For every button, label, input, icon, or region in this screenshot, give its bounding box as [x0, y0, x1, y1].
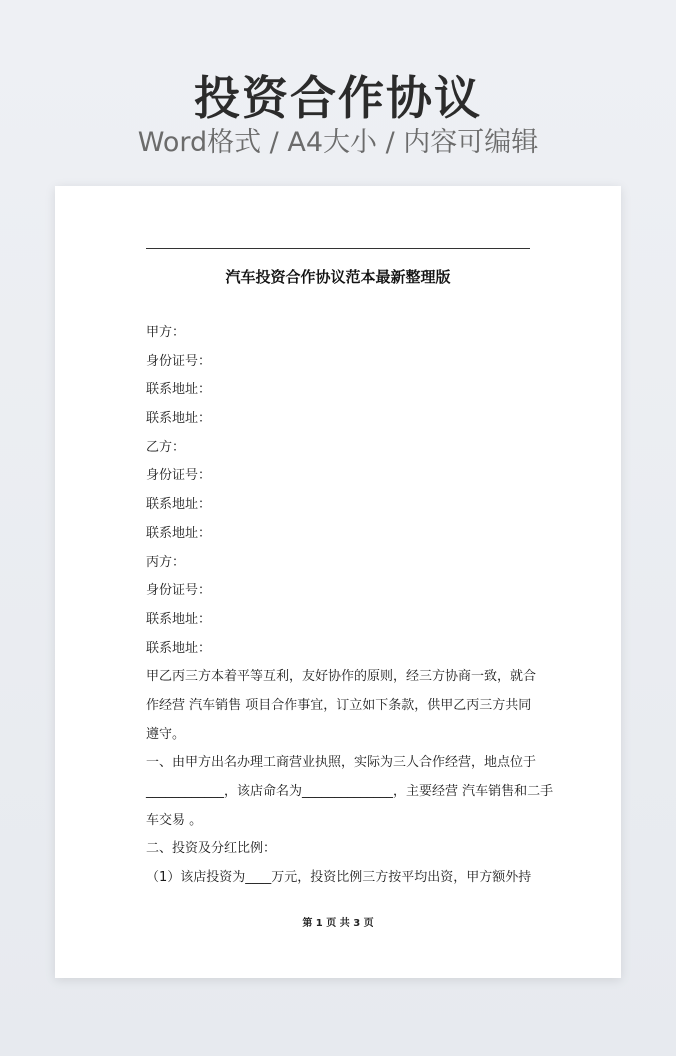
body-line: 遵守。	[146, 726, 186, 742]
body-line: 二、投资及分红比例：	[146, 841, 277, 857]
header-rule	[146, 248, 530, 249]
document-title: 汽车投资合作协议范本最新整理版	[225, 268, 451, 286]
body-line: 作经营 汽车销售 项目合作事宜，订立如下条款，供甲乙丙三方共同	[146, 697, 532, 713]
field-address: 联系地址：	[146, 640, 212, 656]
hero-title: 投资合作协议	[194, 71, 482, 125]
field-address: 联系地址：	[146, 611, 212, 627]
body-line: 甲乙丙三方本着平等互利，友好协作的原则，经三方协商一致，就合	[146, 669, 537, 685]
field-address: 联系地址：	[146, 525, 212, 541]
field-party-c: 丙方：	[146, 554, 186, 570]
body-line: ____________，该店命名为______________，主要经营 汽车销售和二手	[146, 784, 554, 799]
field-id-number: 身份证号：	[146, 583, 212, 599]
field-id-number: 身份证号：	[146, 468, 212, 484]
field-address: 联系地址：	[146, 382, 212, 398]
field-address: 联系地址：	[146, 497, 212, 513]
field-address: 联系地址：	[146, 411, 212, 427]
hero-subtitle: Word格式 / A4大小 / 内容可编辑	[137, 127, 539, 158]
document-page	[55, 186, 621, 978]
field-id-number: 身份证号：	[146, 353, 212, 369]
body-line: 车交易 。	[146, 812, 203, 828]
field-party-a: 甲方：	[146, 325, 186, 340]
page-footer: 第 1 页 共 3 页	[302, 918, 374, 929]
field-party-b: 乙方：	[146, 439, 186, 455]
body-line: （1）该店投资为____万元，投资比例三方按平均出资，甲方额外持	[146, 870, 532, 886]
document-body	[146, 319, 554, 893]
body-line: 一、由甲方出名办理工商营业执照，实际为三人合作经营，地点位于	[146, 755, 537, 771]
